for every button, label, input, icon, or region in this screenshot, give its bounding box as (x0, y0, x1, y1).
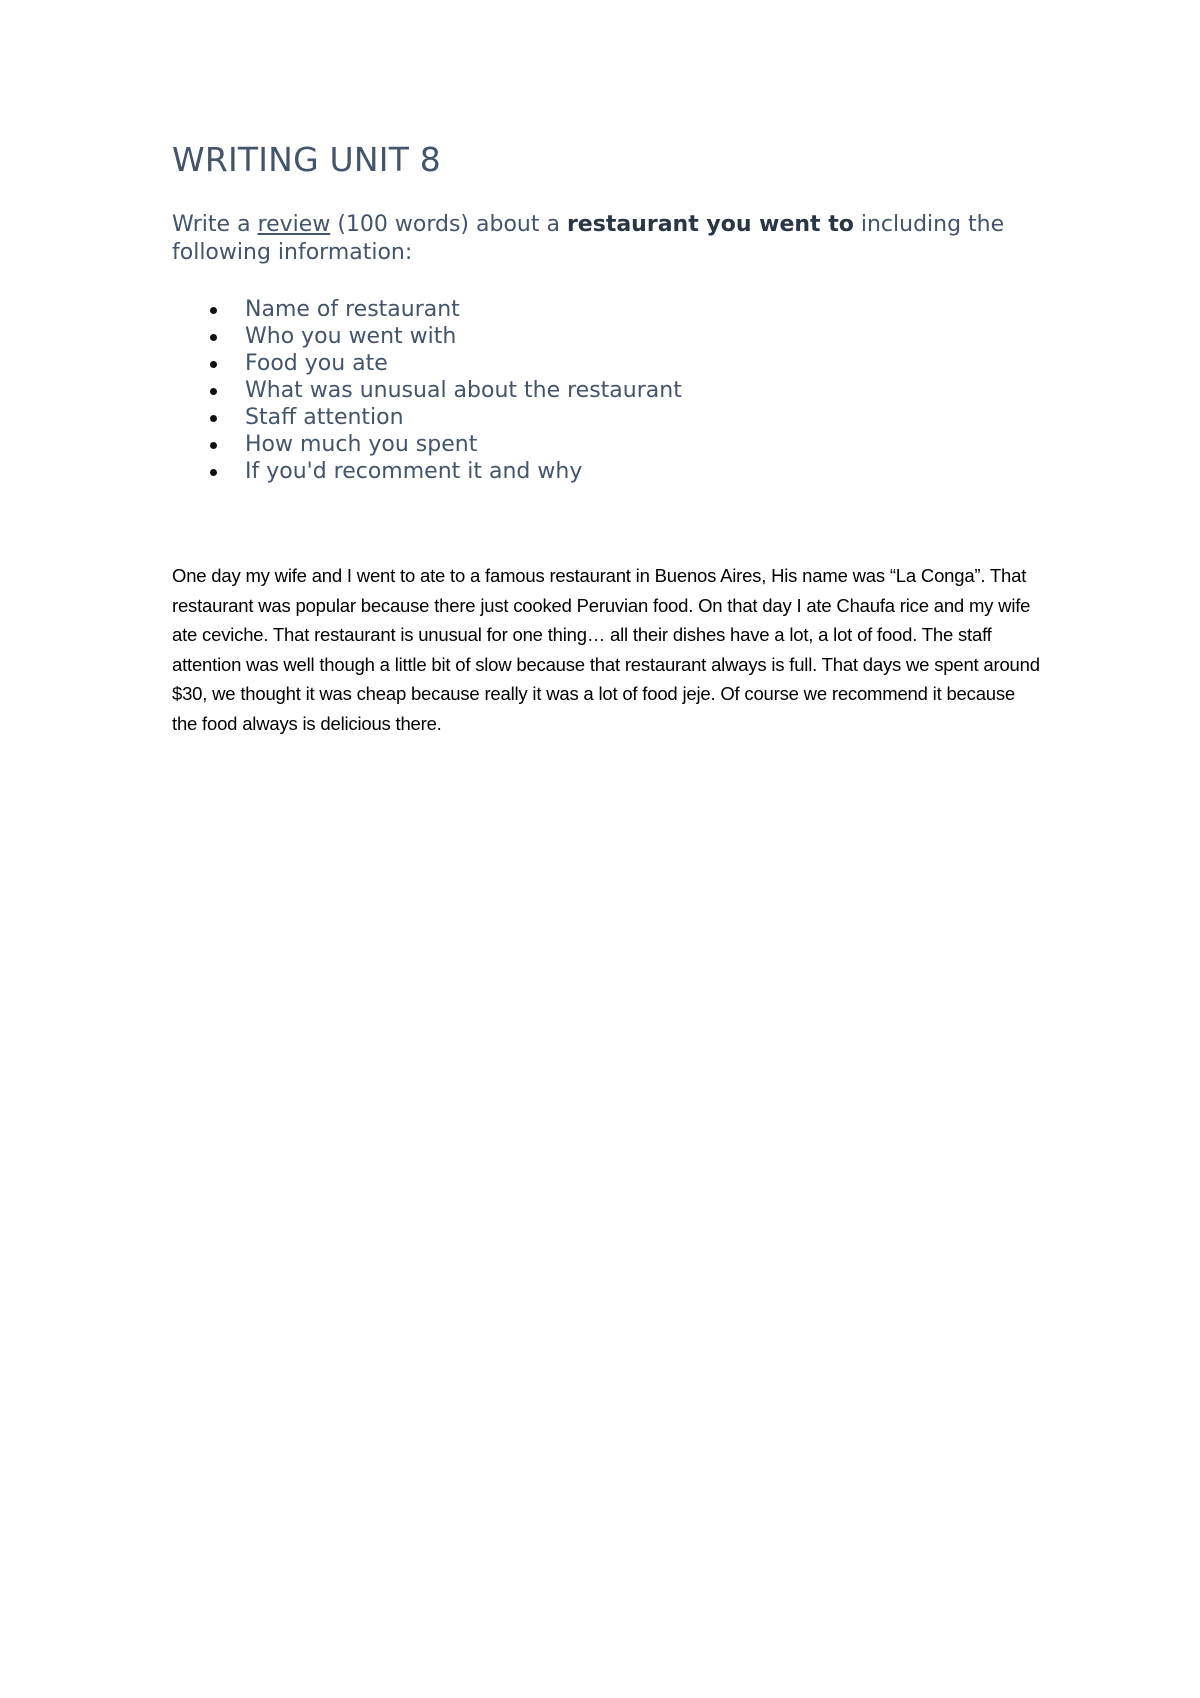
instructions-text-3: including the following information: (172, 212, 1005, 265)
requirements-list (172, 296, 1052, 485)
list-item (172, 458, 1052, 485)
list-item-label: How much you spent (245, 432, 478, 457)
instructions-review-word: review (257, 212, 331, 237)
bullet-icon (210, 469, 217, 476)
review-answer-paragraph: One day my wife and I went to ate to a famous restaurant in Buenos Aires, His name was “La Conga”. That restaurant was popular because there just cooked Peruvian food. On that day I ate Chaufa rice and my wife ate ceviche. That restaurant is unusual for one thing… all their dishes have a lot, a lot of food. The staff attention was well though a little bit of slow because that restaurant always is full. That days we spent around $30, we thought it was cheap because really it was a lot of food jeje. Of course we recommend it because the food always is delicious there. (172, 565, 1040, 734)
list-item (172, 323, 1052, 350)
bullet-icon (210, 334, 217, 341)
list-item-label: Name of restaurant (245, 297, 460, 322)
list-item-label: Who you went with (245, 324, 457, 349)
list-item (172, 431, 1052, 458)
bullet-icon (210, 388, 217, 395)
instructions-text-2: (100 words) about a (330, 212, 567, 237)
bullet-icon (210, 361, 217, 368)
bullet-icon (210, 442, 217, 449)
list-item-label: Staff attention (245, 405, 404, 430)
list-item-label: If you'd recomment it and why (245, 459, 583, 484)
bullet-icon (210, 415, 217, 422)
bullet-icon (210, 307, 217, 314)
list-item-label: What was unusual about the restaurant (245, 378, 682, 403)
list-item (172, 296, 1052, 323)
list-item (172, 350, 1052, 377)
list-item (172, 404, 1052, 431)
list-item-label: Food you ate (245, 351, 388, 376)
instructions-text-1: Write a (172, 212, 258, 237)
document-title: WRITING UNIT 8 (172, 140, 441, 179)
instructions-bold-phrase: restaurant you went to (566, 212, 854, 237)
instructions-paragraph (172, 211, 1052, 267)
list-item (172, 377, 1052, 404)
